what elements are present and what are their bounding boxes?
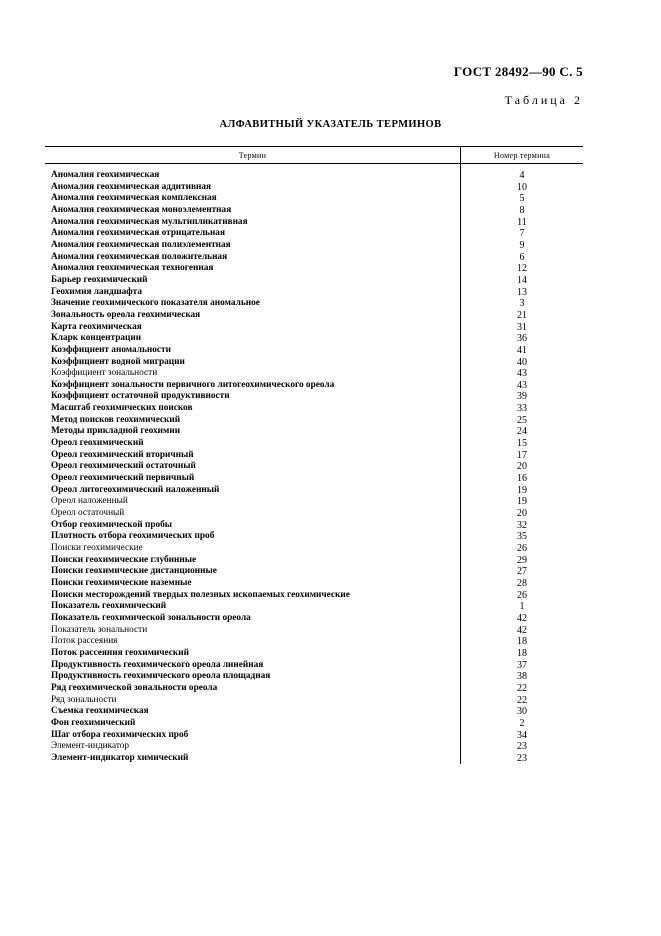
term-cell: Ореол геохимический остаточный bbox=[45, 461, 461, 473]
table-row bbox=[45, 228, 583, 240]
term-cell: Аномалия геохимическая положительная bbox=[45, 252, 461, 264]
term-cell: Аномалия геохимическая bbox=[45, 170, 461, 182]
term-number-cell: 21 bbox=[517, 309, 527, 321]
table-row bbox=[45, 660, 583, 672]
table-row bbox=[45, 613, 583, 625]
table-row bbox=[45, 706, 583, 718]
term-cell: Значение геохимического показателя аномальное bbox=[45, 298, 461, 310]
column-header-term: Термин bbox=[45, 147, 461, 164]
term-number-cell: 10 bbox=[517, 181, 527, 193]
term-number-cell: 43 bbox=[517, 368, 527, 380]
table-row bbox=[45, 566, 583, 578]
term-number-cell: 11 bbox=[517, 216, 527, 228]
term-number-cell: 17 bbox=[517, 449, 527, 461]
term-number-cell: 14 bbox=[517, 274, 527, 286]
table-row bbox=[45, 438, 583, 450]
term-number-cell: 16 bbox=[517, 473, 527, 485]
term-cell: Продуктивность геохимического ореола линейная bbox=[45, 660, 461, 672]
standard-page-header: ГОСТ 28492—90 С. 5 bbox=[453, 64, 583, 79]
term-number-cell: 37 bbox=[517, 659, 527, 671]
table-row bbox=[45, 590, 583, 602]
table-row bbox=[45, 368, 583, 380]
term-number-cell: 22 bbox=[517, 694, 527, 706]
table-row bbox=[45, 170, 583, 182]
term-cell: Аномалия геохимическая комплексная bbox=[45, 193, 461, 205]
term-number-cell: 30 bbox=[517, 706, 527, 718]
term-cell: Метод поисков геохимический bbox=[45, 415, 461, 427]
term-cell: Коэффициент зональности bbox=[45, 368, 461, 380]
term-cell: Элемент-индикатор bbox=[45, 741, 461, 753]
term-cell: Кларк концентрации bbox=[45, 333, 461, 345]
term-cell: Аномалия геохимическая аддитивная bbox=[45, 182, 461, 194]
term-number-cell: 40 bbox=[517, 356, 527, 368]
table-row bbox=[45, 380, 583, 392]
term-number-cell: 42 bbox=[517, 624, 527, 636]
term-cell: Ряд зональности bbox=[45, 695, 461, 707]
table-header-row bbox=[45, 147, 583, 164]
term-number-cell: 29 bbox=[517, 554, 527, 566]
table-row bbox=[45, 193, 583, 205]
term-cell: Карта геохимическая bbox=[45, 322, 461, 334]
term-cell: Ореол геохимический первичный bbox=[45, 473, 461, 485]
term-number-cell: 36 bbox=[517, 333, 527, 345]
term-number-cell: 4 bbox=[519, 170, 525, 181]
term-number-cell: 41 bbox=[517, 344, 527, 356]
table-row bbox=[45, 461, 583, 473]
table-row bbox=[45, 531, 583, 543]
table-row bbox=[45, 182, 583, 194]
term-number-cell: 13 bbox=[517, 286, 527, 298]
table-row bbox=[45, 543, 583, 555]
term-cell: Ряд геохимической зональности ореола bbox=[45, 683, 461, 695]
term-cell: Поиски геохимические наземные bbox=[45, 578, 461, 590]
term-cell: Плотность отбора геохимических проб bbox=[45, 531, 461, 543]
term-cell: Показатель зональности bbox=[45, 625, 461, 637]
column-header-number: Номер термина bbox=[461, 147, 584, 164]
term-number-cell: 12 bbox=[517, 263, 527, 275]
term-cell: Ореол наложенный bbox=[45, 496, 461, 508]
term-number-cell: 26 bbox=[517, 589, 527, 601]
term-cell: Ореол геохимический bbox=[45, 438, 461, 450]
term-number-cell: 8 bbox=[519, 204, 525, 216]
term-cell: Аномалия геохимическая моноэлементная bbox=[45, 205, 461, 217]
term-number-cell: 25 bbox=[517, 414, 527, 426]
table-row bbox=[45, 217, 583, 229]
term-number-cell: 15 bbox=[517, 438, 527, 450]
term-cell: Барьер геохимический bbox=[45, 275, 461, 287]
term-number-cell: 1 bbox=[519, 601, 525, 613]
table-row bbox=[45, 403, 583, 415]
term-cell: Коэффициент зональности первичного литогеохимического ореола bbox=[45, 380, 461, 392]
table-row bbox=[45, 287, 583, 299]
table-row bbox=[45, 357, 583, 369]
term-number-cell: 9 bbox=[519, 239, 525, 251]
term-cell: Масштаб геохимических поисков bbox=[45, 403, 461, 415]
term-cell: Поток рассеяния bbox=[45, 636, 461, 648]
table-row bbox=[45, 473, 583, 485]
table-row bbox=[45, 333, 583, 345]
table-body bbox=[45, 164, 583, 765]
term-number-cell: 28 bbox=[517, 577, 527, 589]
term-cell: Шаг отбора геохимических проб bbox=[45, 730, 461, 742]
term-cell: Аномалия геохимическая техногенная bbox=[45, 263, 461, 275]
term-cell: Аномалия геохимическая отрицательная bbox=[45, 228, 461, 240]
term-number-cell: 23 bbox=[517, 752, 527, 764]
table-row bbox=[45, 263, 583, 275]
table-row bbox=[45, 310, 583, 322]
term-cell: Аномалия геохимическая мультипликативная bbox=[45, 217, 461, 229]
table-row bbox=[45, 496, 583, 508]
term-index-table bbox=[45, 146, 583, 764]
term-number-cell: 18 bbox=[517, 647, 527, 659]
table-row bbox=[45, 322, 583, 334]
table-row bbox=[45, 730, 583, 742]
table-row bbox=[45, 695, 583, 707]
table-row bbox=[45, 718, 583, 730]
table-caption: Таблица 2 bbox=[504, 93, 583, 107]
term-cell: Методы прикладной геохимии bbox=[45, 426, 461, 438]
term-number-cell: 33 bbox=[517, 403, 527, 415]
table-row bbox=[45, 683, 583, 695]
term-number-cell: 27 bbox=[517, 566, 527, 578]
term-cell: Поиски геохимические глубинные bbox=[45, 555, 461, 567]
table-row bbox=[45, 601, 583, 613]
table-row bbox=[45, 345, 583, 357]
term-number-cell: 38 bbox=[517, 671, 527, 683]
term-cell: Элемент-индикатор химический bbox=[45, 753, 461, 765]
term-number-cell: 24 bbox=[517, 426, 527, 438]
table-row bbox=[45, 415, 583, 427]
table-row bbox=[45, 671, 583, 683]
term-cell: Фон геохимический bbox=[45, 718, 461, 730]
term-number-cell: 22 bbox=[517, 682, 527, 694]
table-row bbox=[45, 391, 583, 403]
table-row bbox=[45, 741, 583, 753]
table-row bbox=[45, 636, 583, 648]
term-number-cell: 19 bbox=[517, 496, 527, 508]
term-cell: Ореол литогеохимический наложенный bbox=[45, 485, 461, 497]
table-row bbox=[45, 753, 583, 765]
term-cell: Коэффициент аномальности bbox=[45, 345, 461, 357]
term-cell: Поток рассеяния геохимический bbox=[45, 648, 461, 660]
table-row bbox=[45, 578, 583, 590]
term-number-cell: 39 bbox=[517, 391, 527, 403]
term-number-cell: 32 bbox=[517, 519, 527, 531]
term-cell: Коэффициент водной миграции bbox=[45, 357, 461, 369]
table-row bbox=[45, 450, 583, 462]
term-number-cell: 35 bbox=[517, 531, 527, 543]
table-row bbox=[45, 426, 583, 438]
term-cell: Зональность ореола геохимическая bbox=[45, 310, 461, 322]
table-row bbox=[45, 625, 583, 637]
term-cell: Показатель геохимический bbox=[45, 601, 461, 613]
term-number-cell: 42 bbox=[517, 612, 527, 624]
term-cell: Поиски месторождений твердых полезных ископаемых геохимические bbox=[45, 590, 461, 602]
term-cell: Поиски геохимические дистанционные bbox=[45, 566, 461, 578]
table-row bbox=[45, 520, 583, 532]
term-cell: Ореол геохимический вторичный bbox=[45, 450, 461, 462]
term-number-cell: 5 bbox=[519, 193, 525, 205]
term-number-cell: 18 bbox=[517, 636, 527, 648]
term-number-cell: 34 bbox=[517, 729, 527, 741]
term-number-cell: 6 bbox=[519, 251, 525, 263]
table-row bbox=[45, 275, 583, 287]
term-cell: Показатель геохимической зональности ореола bbox=[45, 613, 461, 625]
table-row bbox=[45, 648, 583, 660]
term-cell: Аномалия геохимическая полиэлементная bbox=[45, 240, 461, 252]
term-number-cell: 23 bbox=[517, 741, 527, 753]
term-cell: Поиски геохимические bbox=[45, 543, 461, 555]
table-row bbox=[45, 205, 583, 217]
table-row bbox=[45, 485, 583, 497]
term-cell: Ореол остаточный bbox=[45, 508, 461, 520]
document-title: АЛФАВИТНЫЙ УКАЗАТЕЛЬ ТЕРМИНОВ bbox=[219, 119, 442, 130]
term-number-cell: 3 bbox=[519, 298, 525, 310]
term-number-cell: 19 bbox=[517, 484, 527, 496]
table-row bbox=[45, 298, 583, 310]
table-row bbox=[45, 240, 583, 252]
table-row bbox=[45, 508, 583, 520]
term-number-cell: 20 bbox=[517, 508, 527, 520]
term-number-cell: 31 bbox=[517, 321, 527, 333]
table-row bbox=[45, 252, 583, 264]
term-number-cell: 26 bbox=[517, 543, 527, 554]
term-number-cell: 7 bbox=[519, 228, 525, 240]
term-cell: Съемка геохимическая bbox=[45, 706, 461, 718]
term-cell: Отбор геохимической пробы bbox=[45, 520, 461, 532]
term-number-cell: 43 bbox=[517, 379, 527, 391]
term-cell: Коэффициент остаточной продуктивности bbox=[45, 391, 461, 403]
table-row bbox=[45, 555, 583, 567]
term-cell: Геохимия ландшафта bbox=[45, 287, 461, 299]
term-number-cell: 2 bbox=[519, 717, 525, 729]
term-cell: Продуктивность геохимического ореола площадная bbox=[45, 671, 461, 683]
term-number-cell: 20 bbox=[517, 461, 527, 473]
